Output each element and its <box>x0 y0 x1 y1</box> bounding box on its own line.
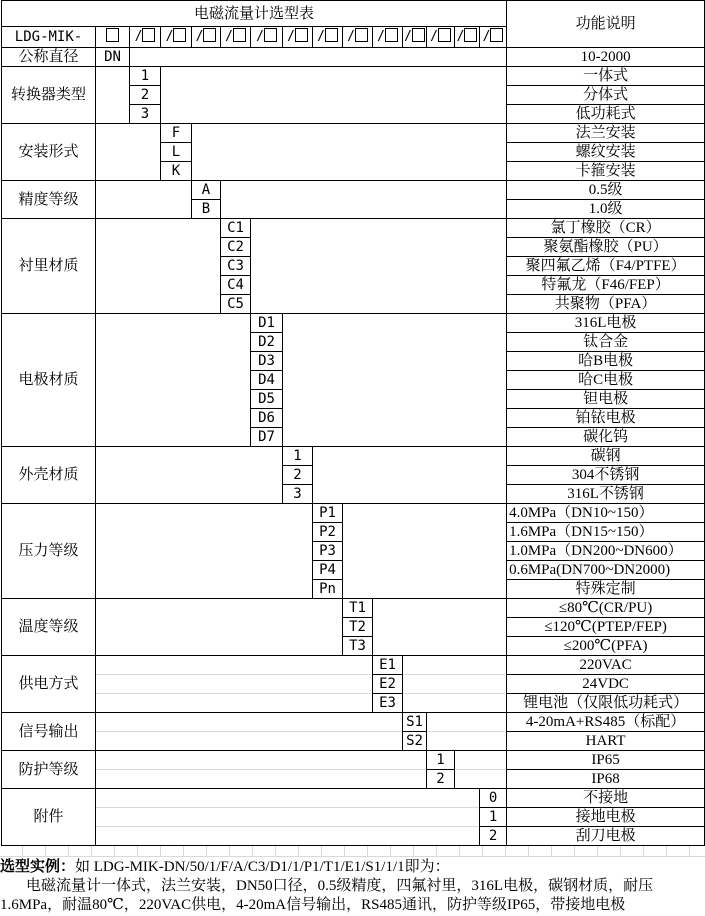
description-cell: 聚四氟乙烯（F4/PTFE） <box>507 257 705 276</box>
table-row <box>2 637 705 656</box>
code-box-cell: / <box>130 27 161 48</box>
code-cell: P2 <box>313 523 343 542</box>
empty-cell <box>283 333 507 352</box>
model-prefix-cell: LDG-MIK- <box>2 27 96 48</box>
empty-cell <box>251 238 507 257</box>
code-cell: D4 <box>251 371 283 390</box>
empty-cell <box>96 466 283 485</box>
empty-cell <box>192 124 507 143</box>
description-cell: 钛合金 <box>507 333 705 352</box>
header-row <box>2 1 705 27</box>
code-box-cell: / <box>427 27 455 48</box>
code-cell: 3 <box>130 105 161 124</box>
table-row <box>2 827 705 846</box>
table-row <box>2 618 705 637</box>
empty-cell <box>96 713 403 732</box>
table-row <box>2 257 705 276</box>
description-cell: IP65 <box>507 751 705 770</box>
description-cell: 316L不锈钢 <box>507 485 705 504</box>
code-cell: D1 <box>251 314 283 333</box>
empty-cell <box>283 428 507 447</box>
empty-cell <box>161 86 507 105</box>
empty-cell <box>313 466 507 485</box>
checkbox-square-icon <box>464 28 477 42</box>
table-row <box>2 808 705 827</box>
empty-cell <box>373 637 507 656</box>
description-cell: 220VAC <box>507 656 705 675</box>
section-label: 衬里材质 <box>2 219 96 314</box>
code-cell: E2 <box>373 675 403 694</box>
section-label: 安装形式 <box>2 124 96 181</box>
example-code: 如 LDG-MIK-DN/50/1/F/A/C3/D1/1/P1/T1/E1/S1/1/1即为： <box>75 859 450 875</box>
empty-cell <box>251 219 507 238</box>
table-row <box>2 371 705 390</box>
empty-cell <box>96 295 221 314</box>
checkbox-square-icon <box>106 28 119 42</box>
table-row <box>2 67 705 86</box>
empty-cell <box>221 200 507 219</box>
table-row <box>2 409 705 428</box>
description-cell: 铂铱电极 <box>507 409 705 428</box>
empty-cell <box>343 580 507 599</box>
table-row <box>2 561 705 580</box>
checkbox-square-icon <box>385 28 398 42</box>
empty-cell <box>96 542 313 561</box>
code-cell: D6 <box>251 409 283 428</box>
empty-cell <box>96 675 373 694</box>
table-row <box>2 162 705 181</box>
empty-cell <box>221 181 507 200</box>
empty-cell <box>455 751 507 770</box>
code-cell: 2 <box>427 770 455 789</box>
code-cell: 2 <box>130 86 161 105</box>
table-row <box>2 599 705 618</box>
empty-cell <box>96 694 373 713</box>
description-cell: 共聚物（PFA） <box>507 295 705 314</box>
table-row <box>2 428 705 447</box>
empty-cell <box>403 656 507 675</box>
empty-cell <box>96 67 130 86</box>
empty-cell <box>96 827 480 846</box>
empty-cell <box>96 561 313 580</box>
table-row <box>2 580 705 599</box>
code-cell: F <box>161 124 192 143</box>
code-cell: P4 <box>313 561 343 580</box>
empty-cell <box>427 732 507 751</box>
code-cell: DN <box>96 48 130 67</box>
code-cell: 1 <box>283 447 313 466</box>
table-row <box>2 504 705 523</box>
code-cell: 2 <box>480 827 507 846</box>
empty-cell <box>96 637 343 656</box>
empty-cell <box>96 390 251 409</box>
description-cell: 哈C电极 <box>507 371 705 390</box>
section-label: 压力等级 <box>2 504 96 599</box>
description-cell: 接地电极 <box>507 808 705 827</box>
description-cell: 锂电池（仅限低功耗式） <box>507 694 705 713</box>
empty-cell <box>96 599 343 618</box>
checkbox-square-icon <box>295 28 308 42</box>
empty-cell <box>192 162 507 181</box>
checkbox-square-icon <box>233 28 246 42</box>
empty-cell <box>373 618 507 637</box>
empty-cell <box>96 789 480 808</box>
code-cell: S1 <box>403 713 427 732</box>
empty-cell <box>96 808 480 827</box>
checkbox-square-icon <box>438 28 451 42</box>
code-box-cell: / <box>161 27 192 48</box>
code-box-cell: / <box>455 27 480 48</box>
empty-cell <box>283 390 507 409</box>
section-label: 精度等级 <box>2 181 96 219</box>
description-cell: 4-20mA+RS485（标配） <box>507 713 705 732</box>
empty-cell <box>96 257 221 276</box>
description-cell: ≤80℃(CR/PU) <box>507 599 705 618</box>
table-row <box>2 48 705 67</box>
table-row <box>2 485 705 504</box>
empty-cell <box>313 447 507 466</box>
example-description-1: 电磁流量计一体式，法兰安装，DN50口径，0.5级精度，四氟衬里，316L电极，碳钢材质，耐压 <box>26 878 654 894</box>
code-cell: P1 <box>313 504 343 523</box>
empty-cell <box>96 504 313 523</box>
code-box-cell: / <box>373 27 403 48</box>
empty-cell <box>96 371 251 390</box>
empty-cell <box>251 276 507 295</box>
description-cell: IP68 <box>507 770 705 789</box>
code-cell: B <box>192 200 221 219</box>
example-line <box>0 857 705 876</box>
table-row <box>2 466 705 485</box>
empty-cell <box>251 257 507 276</box>
table-row <box>2 219 705 238</box>
code-cell: C2 <box>221 238 251 257</box>
empty-cell <box>96 86 130 105</box>
code-cell: D2 <box>251 333 283 352</box>
code-cell: A <box>192 181 221 200</box>
empty-cell <box>96 143 161 162</box>
empty-cell <box>343 504 507 523</box>
empty-cell <box>161 105 507 124</box>
empty-cell <box>96 751 427 770</box>
code-box-cell: / <box>343 27 373 48</box>
empty-cell <box>343 523 507 542</box>
function-column-header: 功能说明 <box>507 1 705 48</box>
table-row <box>2 675 705 694</box>
table-row <box>2 333 705 352</box>
empty-cell <box>96 732 403 751</box>
checkbox-square-icon <box>355 28 368 42</box>
code-box-cell: / <box>313 27 343 48</box>
empty-cell <box>96 105 130 124</box>
table-row <box>2 200 705 219</box>
code-box-cell <box>96 27 130 48</box>
code-cell: L <box>161 143 192 162</box>
description-cell: 螺纹安装 <box>507 143 705 162</box>
description-cell: 不接地 <box>507 789 705 808</box>
description-cell: 碳化钨 <box>507 428 705 447</box>
empty-cell <box>96 523 313 542</box>
empty-cell <box>96 352 251 371</box>
empty-cell <box>96 447 283 466</box>
code-cell: S2 <box>403 732 427 751</box>
table-row <box>2 314 705 333</box>
empty-cell <box>96 124 161 143</box>
description-cell: 分体式 <box>507 86 705 105</box>
code-box-cell: / <box>283 27 313 48</box>
code-cell: Pn <box>313 580 343 599</box>
empty-cell <box>96 656 373 675</box>
code-cell: 0 <box>480 789 507 808</box>
empty-cell <box>373 599 507 618</box>
table-row <box>2 105 705 124</box>
empty-cell <box>283 409 507 428</box>
description-cell: 0.5级 <box>507 181 705 200</box>
section-label: 电极材质 <box>2 314 96 447</box>
section-label: 防护等级 <box>2 751 96 789</box>
table-row <box>2 447 705 466</box>
description-cell: 316L电极 <box>507 314 705 333</box>
description-cell: 4.0MPa（DN10~150） <box>507 504 705 523</box>
description-cell: 哈B电极 <box>507 352 705 371</box>
code-box-cell: / <box>403 27 427 48</box>
empty-cell <box>455 770 507 789</box>
code-cell: T1 <box>343 599 373 618</box>
empty-cell <box>96 485 283 504</box>
code-cell: D5 <box>251 390 283 409</box>
section-label: 转换器类型 <box>2 67 96 124</box>
table-row <box>2 523 705 542</box>
code-cell: 1 <box>427 751 455 770</box>
description-cell: ≤200℃(PFA) <box>507 637 705 656</box>
section-label: 附件 <box>2 789 96 846</box>
empty-cell <box>343 542 507 561</box>
table-row <box>2 295 705 314</box>
selection-table <box>1 0 705 846</box>
example-description-2: 1.6MPa，耐温80℃，220VAC供电，4-20mA信号输出，RS485通讯，防护等级IP65，带接地电极 <box>0 897 626 913</box>
description-cell: 法兰安装 <box>507 124 705 143</box>
empty-cell <box>96 162 161 181</box>
code-cell: E3 <box>373 694 403 713</box>
empty-cell <box>283 314 507 333</box>
table-row <box>2 390 705 409</box>
table-row <box>2 656 705 675</box>
code-cell: 1 <box>130 67 161 86</box>
code-cell: P3 <box>313 542 343 561</box>
code-box-cell: / <box>192 27 221 48</box>
code-cell: T3 <box>343 637 373 656</box>
description-cell: 氯丁橡胶（CR） <box>507 219 705 238</box>
empty-cell <box>251 295 507 314</box>
table-row <box>2 181 705 200</box>
checkbox-square-icon <box>264 28 277 42</box>
empty-cell <box>192 143 507 162</box>
table-row <box>2 276 705 295</box>
spreadsheet-grid-strip <box>0 846 705 857</box>
description-cell: 一体式 <box>507 67 705 86</box>
description-cell: 卡箍安装 <box>507 162 705 181</box>
empty-cell <box>403 675 507 694</box>
checkbox-square-icon <box>412 28 425 42</box>
section-label: 供电方式 <box>2 656 96 713</box>
description-cell: 钽电极 <box>507 390 705 409</box>
code-box-cell: / <box>221 27 251 48</box>
empty-cell <box>96 409 251 428</box>
empty-cell <box>96 200 192 219</box>
empty-cell <box>96 238 221 257</box>
empty-cell <box>96 333 251 352</box>
description-cell: 24VDC <box>507 675 705 694</box>
empty-cell <box>96 219 221 238</box>
empty-cell <box>130 48 507 67</box>
code-cell: D7 <box>251 428 283 447</box>
empty-cell <box>96 181 192 200</box>
section-label: 温度等级 <box>2 599 96 656</box>
table-row <box>2 238 705 257</box>
code-cell: T2 <box>343 618 373 637</box>
table-row <box>2 789 705 808</box>
section-label: 外壳材质 <box>2 447 96 504</box>
empty-cell <box>403 694 507 713</box>
code-cell: C4 <box>221 276 251 295</box>
table-row <box>2 732 705 751</box>
empty-cell <box>283 371 507 390</box>
empty-cell <box>96 428 251 447</box>
description-cell: 碳钢 <box>507 447 705 466</box>
description-cell: HART <box>507 732 705 751</box>
description-cell: 1.6MPa（DN15~150） <box>507 523 705 542</box>
empty-cell <box>427 713 507 732</box>
table-row <box>2 352 705 371</box>
description-cell: 1.0MPa（DN200~DN600） <box>507 542 705 561</box>
table-row <box>2 751 705 770</box>
description-cell: 0.6MPa(DN700~DN2000) <box>507 561 705 580</box>
table-row <box>2 713 705 732</box>
table-row <box>2 86 705 105</box>
code-cell: C3 <box>221 257 251 276</box>
description-cell: 304不锈钢 <box>507 466 705 485</box>
description-cell: 聚氨酯橡胶（PU） <box>507 238 705 257</box>
code-box-cell: / <box>251 27 283 48</box>
empty-cell <box>96 618 343 637</box>
description-cell: 1.0级 <box>507 200 705 219</box>
table-row <box>2 143 705 162</box>
selection-example <box>0 857 705 914</box>
description-cell: 特氟龙（F46/FEP） <box>507 276 705 295</box>
code-cell: E1 <box>373 656 403 675</box>
checkbox-square-icon <box>490 28 503 42</box>
section-label: 信号输出 <box>2 713 96 751</box>
checkbox-square-icon <box>173 28 186 42</box>
checkbox-square-icon <box>203 28 216 42</box>
table-row <box>2 124 705 143</box>
table-row <box>2 542 705 561</box>
code-cell: 3 <box>283 485 313 504</box>
code-cell: C1 <box>221 219 251 238</box>
empty-cell <box>96 276 221 295</box>
code-cell: 1 <box>480 808 507 827</box>
checkbox-square-icon <box>142 28 155 42</box>
description-cell: 刮刀电极 <box>507 827 705 846</box>
empty-cell <box>96 314 251 333</box>
description-cell: 10-2000 <box>507 48 705 67</box>
empty-cell <box>343 561 507 580</box>
table-row <box>2 694 705 713</box>
description-cell: 特殊定制 <box>507 580 705 599</box>
code-cell: C5 <box>221 295 251 314</box>
checkbox-square-icon <box>325 28 338 42</box>
empty-cell <box>283 352 507 371</box>
empty-cell <box>96 580 313 599</box>
description-cell: ≤120℃(PTEP/FEP) <box>507 618 705 637</box>
code-cell: D3 <box>251 352 283 371</box>
code-cell: 2 <box>283 466 313 485</box>
empty-cell <box>313 485 507 504</box>
empty-cell <box>96 770 427 789</box>
example-label: 选型实例： <box>0 859 76 875</box>
table-title: 电磁流量计选型表 <box>2 1 507 27</box>
table-row <box>2 770 705 789</box>
code-box-cell: / <box>480 27 507 48</box>
empty-cell <box>161 67 507 86</box>
description-cell: 低功耗式 <box>507 105 705 124</box>
section-label: 公称直径 <box>2 48 96 67</box>
code-cell: K <box>161 162 192 181</box>
